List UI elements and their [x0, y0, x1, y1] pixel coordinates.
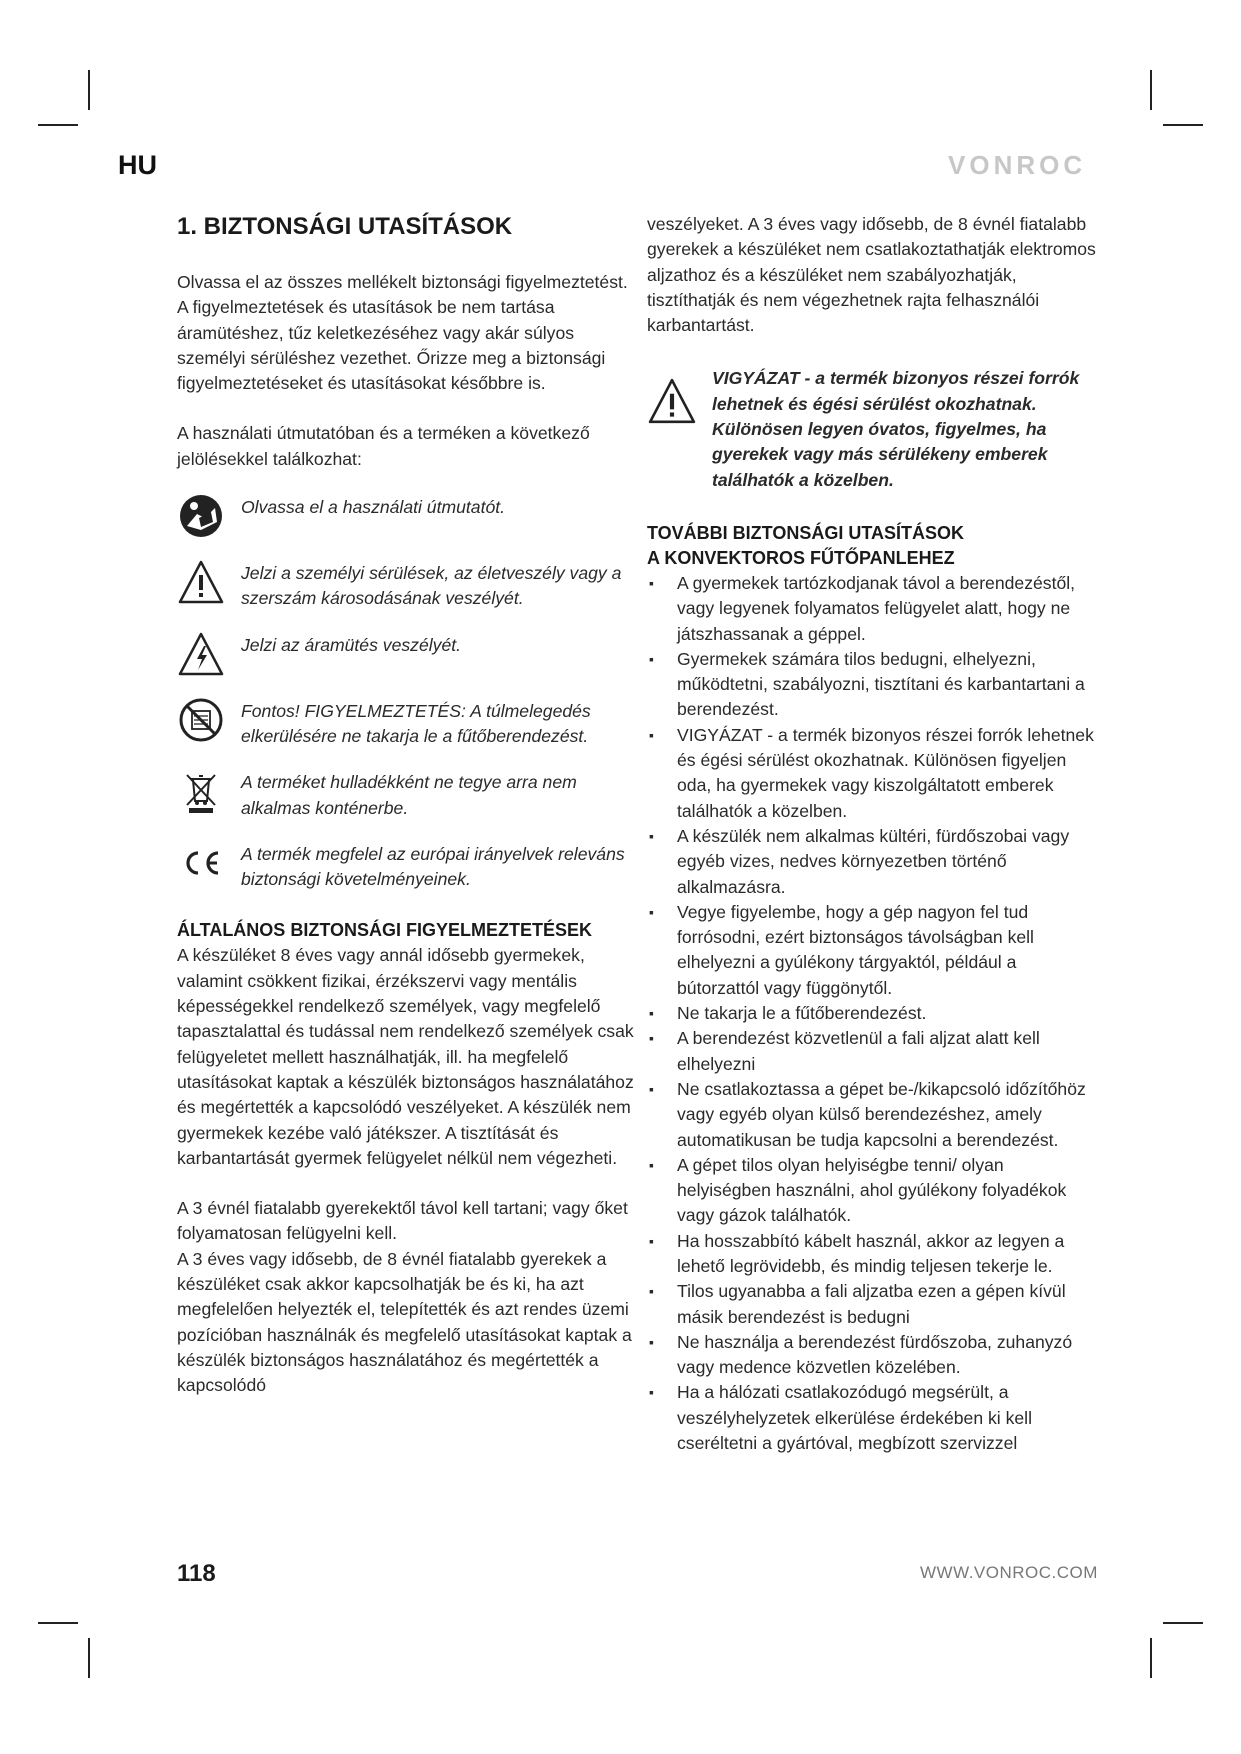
symbol-row [177, 696, 637, 750]
brand-logo: VONROC [948, 150, 1087, 180]
crop-mark [1150, 70, 1152, 110]
weee-bin-icon [177, 767, 225, 815]
intro-paragraph: Olvassa el az összes mellékelt biztonsági figyelmeztetést. A figyelmeztetések és utasítások be nem tartása áramütéshez, tűz keletkezéséhez vagy akár súlyos személyi sérüléshez vezethet. Őrizze meg a biztonsági figyelmeztetéseket és utasításokat későbbre is. [177, 272, 628, 394]
page-number: 118 [177, 1560, 216, 1587]
symbol-description: Fontos! FIGYELMEZTETÉS: A túlmelegedés elkerülésére ne takarja le a fűtőberendezést. [241, 700, 591, 746]
symbol-row [177, 492, 637, 540]
warning-triangle-icon [177, 558, 225, 606]
symbol-row [177, 839, 637, 893]
symbol-description: Jelzi a személyi sérülések, az életveszély vagy a szerszám károsodásának veszélyét. [241, 563, 622, 609]
symbols-intro: A használati útmutatóban és a terméken a következő jelölésekkel találkozhat: [177, 423, 590, 469]
symbol-description: A terméket hulladékként ne tegye arra nem alkalmas konténerbe. [241, 772, 577, 818]
heading-line: A KONVEKTOROS FŰTŐPANLEHEZ [647, 547, 955, 568]
website-url: WWW.VONROC.COM [920, 1563, 1098, 1582]
list-item: ▪ Ha a hálózati csatlakozódugó megsérült, a veszélyhelyzetek elkerülése érdekében ki kell cseréltetni a gyártóval, megbízott szervizzel [647, 1380, 1102, 1456]
crop-mark [1150, 1638, 1152, 1678]
continuation-paragraph: veszélyeket. A 3 éves vagy idősebb, de 8 évnél fiatalabb gyerekek a készüléket nem csatlakoztathatják elektromos aljzathoz és a készüléket nem szabályozhatják, tisztíthatják és nem végezhetnek rajta felhasználói karbantartást. [647, 214, 1096, 336]
symbol-description: Jelzi az áramütés veszélyét. [241, 634, 462, 655]
left-column [177, 212, 637, 1399]
general-paragraph: A 3 évnél fiatalabb gyerekektől távol kell tartani; vagy őket folyamatosan felügyelni kell. [177, 1198, 628, 1244]
list-item: ▪ A készülék nem alkalmas kültéri, fürdőszobai vagy egyéb vizes, nedves környezetben történő alkalmazásra. [647, 824, 1102, 900]
ce-mark-icon [177, 839, 225, 887]
crop-mark [88, 70, 90, 110]
symbol-description: A termék megfelel az európai irányelvek releváns biztonsági követelményeinek. [241, 843, 625, 890]
list-item: ▪ A gépet tilos olyan helyiségbe tenni/ olyan helyiségben használni, ahol gyúlékony folyadékok vagy gázok találhatók. [647, 1153, 1102, 1229]
general-warnings-heading: ÁLTALÁNOS BIZTONSÁGI FIGYELMEZTETÉSEK [177, 920, 593, 941]
list-item: ▪ Tilos ugyanabba a fali aljzatba ezen a gépen kívül másik berendezést is bedugni [647, 1279, 1102, 1330]
general-paragraph: A készüléket 8 éves vagy annál idősebb gyermekek, valamint csökkent fizikai, érzékszervi vagy mentális képességekkel rendelkező személyek, vagy megfelelő tapasztalattal és tudással nem rendelkező személyek csak felügyeletet mellett használhatják, ill. ha megfelelő utasításokat kaptak a készülék biztonságos használatához és megértették a kapcsolódó veszélyeket. A készülék nem gyermekek kezébe való játékszer. A tisztítását és karbantartását gyermek felügyelet nélkül nem végezheti. [177, 945, 634, 1168]
section-heading: 1. BIZTONSÁGI UTASÍTÁSOK [177, 213, 513, 240]
symbol-row [177, 558, 637, 612]
read-manual-icon [177, 492, 225, 540]
general-paragraph: A 3 éves vagy idősebb, de 8 évnél fiatalabb gyerekek a készüléket csak akkor kapcsolhatják be és ki, ha azt megfelelően helyezték el, telepítették és azt rendes üzemi pozícióban használnák és megfelelő utasításokat kaptak a készülék biztonságos használatához és megértették a kapcsolódó [177, 1248, 632, 1396]
symbol-row [177, 767, 637, 821]
list-item: ▪ Ne használja a berendezést fürdőszoba, zuhanyzó vagy medence közvetlen közelében. [647, 1330, 1102, 1381]
list-item: ▪ A berendezést közvetlenül a fali aljzat alatt kell elhelyezni [647, 1026, 1102, 1077]
list-item: ▪ Vegye figyelembe, hogy a gép nagyon fel tud forrósodni, ezért biztonságos távolságban kell elhelyezni a gyúlékony tárgyaktól, például a bútorzattól vagy függönytől. [647, 900, 1102, 1001]
heading-line: TOVÁBBI BIZTONSÁGI UTASÍTÁSOK [647, 522, 965, 543]
symbol-row [177, 630, 637, 678]
hot-surface-warning [647, 366, 1102, 492]
list-item: ▪ Ne takarja le a fűtőberendezést. [647, 1001, 1102, 1026]
warning-text: VIGYÁZAT - a termék bizonyos részei forrók lehetnek és égési sérülést okozhatnak. Különösen legyen óvatos, figyelmes, ha gyerekek vagy más sérülékeny emberek találhatók a közelben. [712, 368, 1080, 490]
list-item: ▪ A gyermekek tartózkodjanak távol a berendezéstől, vagy legyenek folyamatos felügyelet alatt, hogy ne játszhassanak a géppel. [647, 571, 1102, 647]
list-item: ▪ VIGYÁZAT - a termék bizonyos részei forrók lehetnek és égési sérülést okozhatnak. Különösen figyeljen oda, ha gyermekek vagy kiszolgáltatott emberek találhatók a közelben. [647, 723, 1102, 824]
list-item: ▪ Ne csatlakoztassa a gépet be-/kikapcsoló időzítőhöz vagy egyéb olyan külső berendezéshez, amely automatikusan be tudja kapcsolni a berendezést. [647, 1077, 1102, 1153]
warning-triangle-icon [647, 376, 697, 426]
right-column [647, 212, 1102, 1456]
crop-mark [88, 1638, 90, 1678]
symbol-description: Olvassa el a használati útmutatót. [241, 497, 506, 518]
safety-bullet-list [647, 571, 1102, 1456]
additional-instructions-heading [647, 521, 1102, 571]
crop-mark [1163, 124, 1203, 126]
do-not-cover-icon [177, 696, 225, 744]
list-item: ▪ Ha hosszabbító kábelt használ, akkor az legyen a lehető legrövidebb, és mindig teljesen tekerje le. [647, 1229, 1102, 1280]
crop-mark [1163, 1622, 1203, 1624]
language-code: HU [118, 150, 157, 180]
list-item: ▪ Gyermekek számára tilos bedugni, elhelyezni, működtetni, szabályozni, tisztítani és karbantartani a berendezést. [647, 647, 1102, 723]
crop-mark [38, 124, 78, 126]
crop-mark [38, 1622, 78, 1624]
electric-shock-icon [177, 630, 225, 678]
